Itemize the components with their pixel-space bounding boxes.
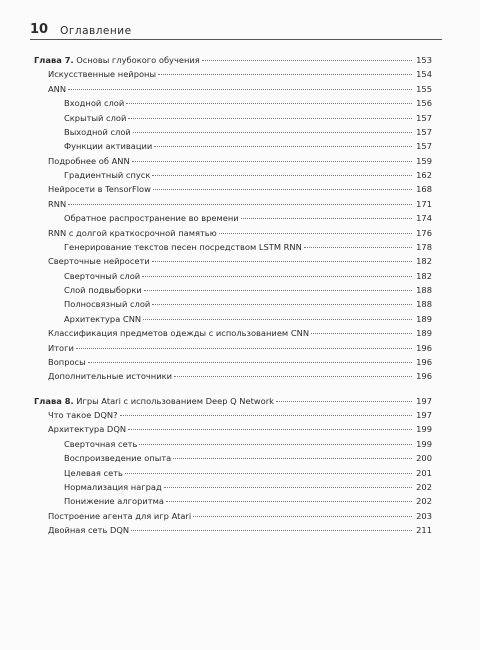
toc-page-number: 211 <box>416 525 432 535</box>
toc-page-number: 153 <box>416 55 432 65</box>
toc-entry-title: Сверточная сеть <box>64 438 138 449</box>
toc-entry-title: Построение агента для игр Atari <box>48 510 192 521</box>
toc-page-number: 196 <box>416 342 432 353</box>
toc-entry[interactable] <box>34 226 432 240</box>
toc-page-number: 203 <box>416 510 432 521</box>
dot-leader <box>68 204 412 205</box>
dot-leader <box>133 132 412 133</box>
dot-leader <box>152 304 412 305</box>
dot-leader <box>126 103 412 104</box>
toc-entry-title: Искусственные нейроны <box>48 69 157 80</box>
chapter-gap <box>34 384 432 394</box>
toc-entry[interactable] <box>34 422 432 436</box>
toc-page-number: 201 <box>416 467 432 478</box>
dot-leader <box>152 261 412 262</box>
toc-page-number: 182 <box>416 270 432 281</box>
chapter-title <box>34 394 274 408</box>
toc-page-number: 178 <box>416 241 432 252</box>
toc-entry[interactable] <box>34 480 432 494</box>
toc-entry-title: Полносвязный слой <box>64 299 151 310</box>
toc-page-number: 162 <box>416 170 432 180</box>
dot-leader <box>120 415 412 416</box>
toc-entry-title: Воспроизведение опыта <box>64 453 172 464</box>
toc-entry[interactable] <box>34 326 432 340</box>
toc-entry-title: Выходной слой <box>64 126 131 137</box>
dot-leader <box>152 175 412 176</box>
toc-entry-title: Слой подвыборки <box>64 285 142 295</box>
running-title: Оглавление <box>60 25 132 37</box>
toc-entry-title: Итоги <box>48 342 74 353</box>
toc-page-number: 200 <box>416 453 432 464</box>
dot-leader <box>241 218 412 219</box>
toc-page-number: 196 <box>416 356 432 367</box>
toc-page-number: 199 <box>416 438 432 449</box>
toc-entry-title: Нейросети в TensorFlow <box>48 184 151 195</box>
toc-page-number: 189 <box>416 313 432 324</box>
toc-entry[interactable] <box>34 369 432 383</box>
toc-page-number: 157 <box>416 112 432 123</box>
toc-chapter[interactable] <box>34 53 432 67</box>
toc-entry-title: Обратное распространение во времени <box>64 213 239 224</box>
toc-entry-title: Целевая сеть <box>64 467 123 478</box>
dot-leader <box>276 401 412 402</box>
toc-entry[interactable] <box>34 283 432 297</box>
dot-leader <box>311 333 412 334</box>
toc-entry[interactable] <box>34 466 432 480</box>
toc-entry[interactable] <box>34 341 432 355</box>
toc-entry-title: Генерирование текстов песен посредством LSTM RNN <box>64 241 302 252</box>
table-of-contents <box>34 53 432 537</box>
toc-chapter[interactable] <box>34 394 432 408</box>
dot-leader <box>128 429 412 430</box>
toc-entry[interactable] <box>34 494 432 508</box>
dot-leader <box>164 487 412 488</box>
toc-entry[interactable] <box>34 211 432 225</box>
toc-entry[interactable] <box>34 67 432 81</box>
toc-entry-title: Архитектура CNN <box>64 313 142 324</box>
toc-entry[interactable] <box>34 254 432 268</box>
dot-leader <box>128 118 412 119</box>
toc-page-number: 155 <box>416 83 432 94</box>
toc-entry[interactable] <box>34 125 432 139</box>
dot-leader <box>132 161 412 162</box>
chapter-name: Игры Atari с использованием Deep Q Network <box>76 395 274 406</box>
toc-entry[interactable] <box>34 312 432 326</box>
toc-page-number: 168 <box>416 184 432 195</box>
toc-entry-title: Подробнее об ANN <box>48 155 130 166</box>
toc-page-number: 157 <box>416 141 432 152</box>
toc-entry[interactable] <box>34 297 432 311</box>
toc-page-number: 199 <box>416 424 432 435</box>
toc-entry[interactable] <box>34 437 432 451</box>
toc-page-number: 202 <box>416 481 432 492</box>
toc-page-number: 174 <box>416 213 432 224</box>
dot-leader <box>142 276 412 277</box>
dot-leader <box>68 89 412 90</box>
toc-entry[interactable] <box>34 408 432 422</box>
dot-leader <box>158 74 412 75</box>
toc-page-number: 156 <box>416 98 432 109</box>
dot-leader <box>143 319 412 320</box>
toc-page-number: 196 <box>416 371 432 382</box>
toc-entry-title: Градиентный спуск <box>64 170 151 180</box>
dot-leader <box>173 458 412 459</box>
toc-page-number: 157 <box>416 126 432 137</box>
toc-entry[interactable] <box>34 139 432 153</box>
toc-entry-title: Вопросы <box>48 356 86 367</box>
dot-leader <box>154 146 412 147</box>
toc-entry-title: RNN с долгой краткосрочной памятью <box>48 227 217 238</box>
dot-leader <box>193 516 412 517</box>
toc-page-number: 188 <box>416 299 432 310</box>
chapter-label: Глава 8. <box>34 395 74 406</box>
toc-entry-title: Дополнительные источники <box>48 371 173 382</box>
dot-leader <box>304 247 412 248</box>
toc-entry-title: Что такое DQN? <box>48 410 118 420</box>
toc-page-number: 154 <box>416 69 432 80</box>
dot-leader <box>76 348 412 349</box>
toc-entry[interactable] <box>34 269 432 283</box>
toc-entry[interactable] <box>34 82 432 96</box>
dot-leader <box>139 444 412 445</box>
toc-entry-title: Классификация предметов одежды с использованием CNN <box>48 328 310 339</box>
toc-page-number: 171 <box>416 198 432 209</box>
toc-entry[interactable] <box>34 182 432 196</box>
toc-entry[interactable] <box>34 154 432 168</box>
toc-entry[interactable] <box>34 355 432 369</box>
toc-entry-title: Понижение алгоритма <box>64 496 164 507</box>
page-header <box>30 17 442 40</box>
toc-entry-title: Скрытый слой <box>64 112 127 123</box>
toc-entry[interactable] <box>34 509 432 523</box>
dot-leader <box>88 362 412 363</box>
chapter-name: Основы глубокого обучения <box>76 55 200 65</box>
toc-entry-title: Сверточный слой <box>64 270 141 281</box>
toc-entry[interactable] <box>34 197 432 211</box>
toc-entry[interactable] <box>34 168 432 182</box>
dot-leader <box>131 530 412 531</box>
dot-leader <box>219 233 412 234</box>
dot-leader <box>174 376 412 377</box>
toc-entry-title: Входной слой <box>64 98 125 109</box>
toc-entry[interactable] <box>34 240 432 254</box>
dot-leader <box>125 473 412 474</box>
toc-entry-title: Сверточные нейросети <box>48 256 150 267</box>
toc-entry-title: Нормализация наград <box>64 481 162 492</box>
toc-page-number: 202 <box>416 496 432 507</box>
toc-entry[interactable] <box>34 451 432 465</box>
toc-page-number: 197 <box>416 410 432 420</box>
chapter-title <box>34 53 200 67</box>
dot-leader <box>144 290 412 291</box>
chapter-label: Глава 7. <box>34 55 74 65</box>
toc-page-number: 188 <box>416 285 432 295</box>
page-number: 10 <box>30 22 49 37</box>
toc-entry-title: RNN <box>48 198 67 209</box>
dot-leader <box>202 60 412 61</box>
toc-page-number: 176 <box>416 227 432 238</box>
toc-entry-title: Архитектура DQN <box>48 424 127 435</box>
toc-entry-title: Функции активации <box>64 141 153 152</box>
toc-entry[interactable] <box>34 96 432 110</box>
toc-page-number: 182 <box>416 256 432 267</box>
toc-page-number: 189 <box>416 328 432 339</box>
toc-entry-title: ANN <box>48 83 67 94</box>
toc-page-number: 159 <box>416 155 432 166</box>
dot-leader <box>153 189 412 190</box>
toc-entry[interactable] <box>34 111 432 125</box>
toc-page-number: 197 <box>416 395 432 406</box>
dot-leader <box>166 501 412 502</box>
toc-entry[interactable] <box>34 523 432 537</box>
toc-entry-title: Двойная сеть DQN <box>48 525 130 535</box>
